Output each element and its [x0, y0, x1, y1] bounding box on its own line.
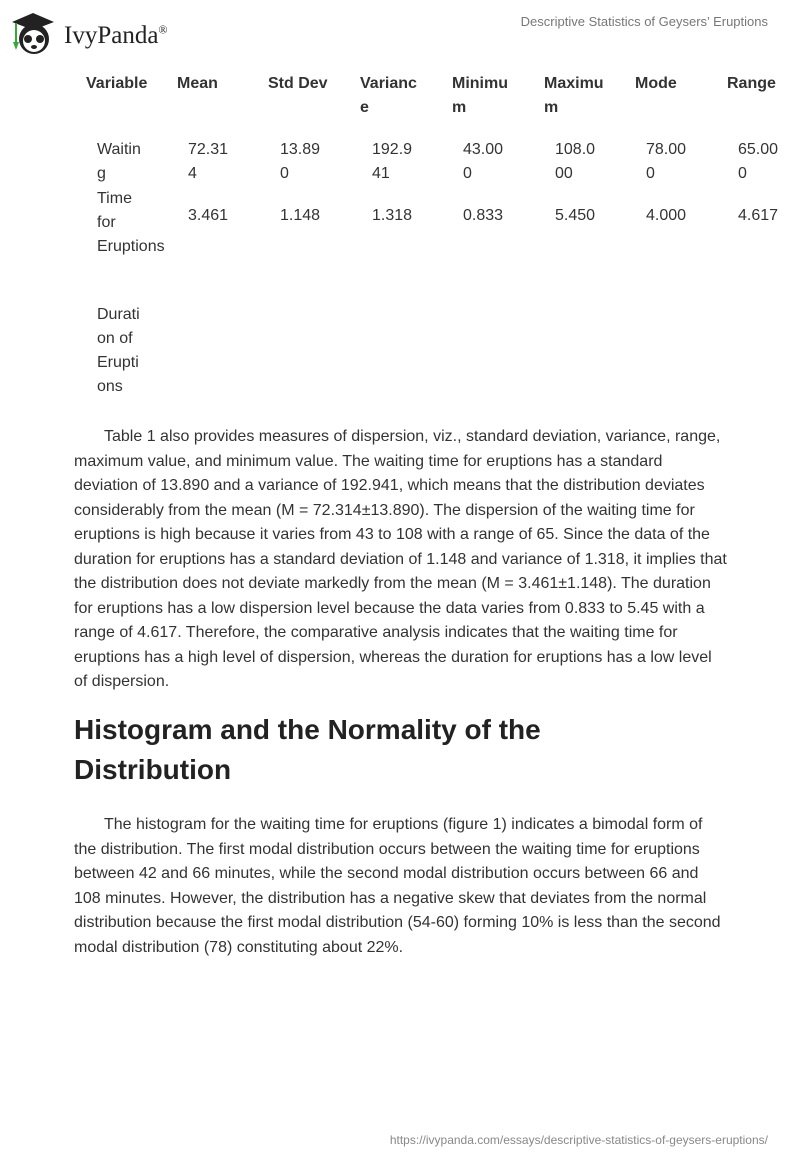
table-cell: 0.833 [463, 207, 504, 224]
table-cell: 4.000 [646, 207, 687, 224]
column-header: Variable [86, 75, 148, 92]
column-header: Range [727, 75, 776, 92]
registered-mark: ® [158, 22, 168, 37]
column-header: Minimum [452, 75, 508, 116]
table-cell-variable: Time for Eruptions [97, 190, 165, 255]
paragraph-histogram: The histogram for the waiting time for eruptions (figure 1) indicates a bimodal form of the distribution. The first modal distribution occurs between the waiting time for eruptions between 42 and 66 minutes, while the second modal distribution occurs between 66 and 108 minutes. However, the distribution has a negative skew that deviates from the normal distribution because the first modal distribution (54-60) forming 10% is less than the second modal distribution (78) constituting about 22%. [74, 816, 721, 956]
column-header: Mode [635, 75, 677, 92]
column-header: Std Dev [268, 75, 328, 92]
section-heading: Histogram and the Normality of the Distribution [74, 714, 541, 785]
table-cell: 192.941 [372, 141, 413, 182]
table-cell-variable: Duration of Eruptions [97, 306, 140, 395]
table-cell: 43.000 [463, 141, 504, 182]
table-cell: 13.890 [280, 141, 321, 182]
table-cell: 3.461 [188, 207, 229, 224]
panda-graduate-icon [8, 8, 58, 58]
source-url[interactable]: https://ivypanda.com/essays/descriptive-statistics-of-geysers-eruptions/ [389, 1133, 768, 1147]
table-cell: 108.000 [555, 141, 596, 182]
column-header: Maximum [544, 75, 604, 116]
brand-name: IvyPanda [64, 22, 159, 49]
column-header: Mean [177, 75, 218, 92]
column-header: Variance [360, 75, 417, 116]
table-cell: 4.617 [738, 207, 779, 224]
table-cell: 5.450 [555, 207, 596, 224]
table-cell: 65.000 [738, 141, 779, 182]
table-cell: 1.318 [372, 207, 413, 224]
table-cell-variable: Waiting [97, 141, 141, 182]
table-cell: 1.148 [280, 207, 321, 224]
ivypanda-logo[interactable] [8, 8, 168, 58]
table-cell: 78.000 [646, 141, 687, 182]
document-title: Descriptive Statistics of Geysers’ Eruptions [520, 14, 768, 29]
table-cell: 72.314 [188, 141, 229, 182]
paragraph-dispersion: Table 1 also provides measures of dispersion, viz., standard deviation, variance, range, maximum value, and minimum value. The waiting time for eruptions has a standard deviation of 13.890 and a variance of 192.941, which means that the distribution deviates considerably from the mean (M = 72.314±13.890). The dispersion of the waiting time for eruptions is high because it varies from 43 to 108 with a range of 65. Since the data of the duration for eruptions has a standard deviation of 1.148 and variance of 1.318, it implies that the distribution does not deviate markedly from the mean (M = 3.461±1.148). The duration for eruptions has a low dispersion level because the data varies from 0.833 to 5.45 with a range of 4.617. Therefore, the comparative analysis indicates that the waiting time for eruptions has a high level of dispersion, whereas the duration for eruptions has a low level of dispersion. [74, 428, 727, 690]
